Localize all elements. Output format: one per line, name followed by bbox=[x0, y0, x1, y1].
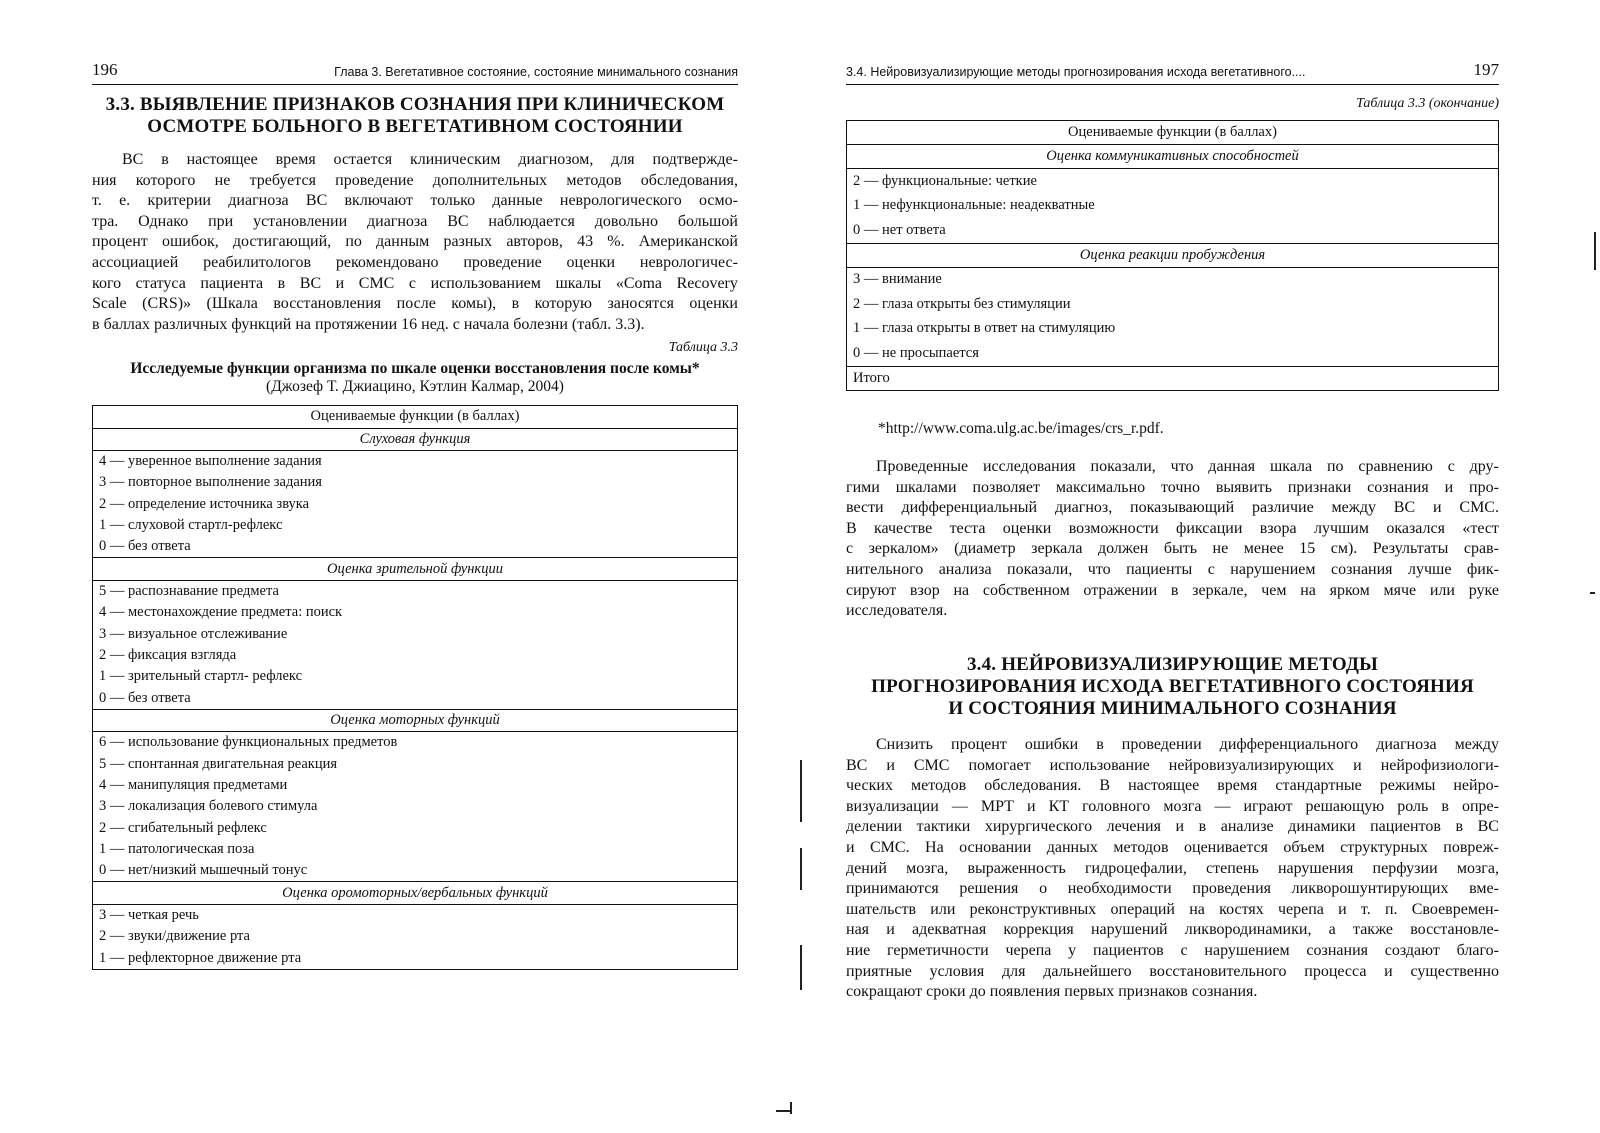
scan-artifact bbox=[1590, 592, 1595, 594]
crs-table bbox=[92, 405, 738, 970]
section-title-line: И СОСТОЯНИЯ МИНИМАЛЬНОГО СОЗНАНИЯ bbox=[948, 698, 1397, 719]
table-row bbox=[93, 775, 738, 796]
text-line: делении тактики хирургического лечения и в анализе динамики пациентов в ВС bbox=[846, 818, 1499, 836]
body-paragraph bbox=[846, 735, 1499, 1003]
table-cell: 3 — четкая речь bbox=[93, 904, 738, 926]
table-cell: 4 — уверенное выполнение задания bbox=[93, 451, 738, 473]
scan-artifact bbox=[776, 1110, 790, 1112]
table-row bbox=[93, 602, 738, 623]
table-cell: 4 — манипуляция предметами bbox=[93, 775, 738, 796]
text-line: вести дифференциальный диагноз, показывающий различие между ВС и СМС. bbox=[846, 499, 1499, 517]
table-group-row bbox=[847, 145, 1499, 169]
text-line: шательств или реконструктивных операций на костях черепа и т. п. Своевремен- bbox=[846, 900, 1499, 918]
table-total-cell: Итого bbox=[847, 366, 1499, 390]
table-cell: 1 — зрительный стартл- рефлекс bbox=[93, 666, 738, 687]
table-cell: 2 — глаза открыты без стимуляции bbox=[847, 292, 1499, 317]
table-row bbox=[93, 494, 738, 515]
table-row bbox=[847, 169, 1499, 194]
text-line: ние герметичности черепа у пациентов с нарушением сознания создают благо- bbox=[846, 941, 1499, 959]
table-row bbox=[93, 687, 738, 709]
page-197 bbox=[846, 0, 1499, 1133]
table-group-cell: Оценка зрительной функции bbox=[93, 558, 738, 581]
running-head bbox=[92, 58, 738, 85]
table-row bbox=[93, 796, 738, 817]
table-row bbox=[93, 732, 738, 754]
text-line: и СМС. На основании данных методов оценивается объем структурных повреж- bbox=[846, 838, 1499, 856]
table-row bbox=[93, 645, 738, 666]
text-line: ная и адекватная коррекция нарушений ликвородинамики, а также восстановле- bbox=[846, 921, 1499, 939]
section-title-3-3 bbox=[92, 94, 738, 138]
table-row bbox=[93, 860, 738, 882]
table-caption: Таблица 3.3 (окончание) bbox=[1356, 96, 1499, 111]
section-title-line: 3.3. ВЫЯВЛЕНИЕ ПРИЗНАКОВ СОЗНАНИЯ ПРИ КЛИНИЧЕСКОМ bbox=[105, 94, 725, 115]
table-cell: 6 — использование функциональных предметов bbox=[93, 732, 738, 754]
body-paragraph bbox=[846, 457, 1499, 622]
table-row bbox=[93, 754, 738, 775]
table-row bbox=[93, 536, 738, 558]
table-group-row bbox=[93, 558, 738, 581]
text-line: исследователя. bbox=[846, 602, 948, 620]
table-cell: 3 — внимание bbox=[847, 267, 1499, 292]
section-title-line: ПРОГНОЗИРОВАНИЯ ИСХОДА ВЕГЕТАТИВНОГО СОСТОЯНИЯ bbox=[871, 676, 1474, 697]
text-line: нительного анализа показали, что пациенты с нарушением сознания лучше фик- bbox=[846, 560, 1499, 578]
table-group-cell: Оценка оромоторных/вербальных функций bbox=[93, 882, 738, 905]
table-row bbox=[93, 666, 738, 687]
text-line: дений мозга, выраженность гидроцефалии, степень нарушения перфузии мозга, bbox=[846, 859, 1499, 877]
text-line: Scale (CRS)» (Шкала восстановления после комы), в которую заносятся оценки bbox=[92, 295, 738, 313]
scan-artifact bbox=[800, 848, 802, 890]
table-row bbox=[93, 515, 738, 536]
table-row bbox=[847, 292, 1499, 317]
text-line: ческих методов обследования. В настоящее время стандартные режимы нейро- bbox=[846, 777, 1499, 795]
table-total-row bbox=[847, 366, 1499, 390]
table-group-row bbox=[93, 709, 738, 732]
section-title-3-4 bbox=[846, 654, 1499, 720]
section-title-line: ОСМОТРЕ БОЛЬНОГО В ВЕГЕТАТИВНОМ СОСТОЯНИИ bbox=[147, 116, 683, 137]
table-group-cell: Оценка коммуникативных способностей bbox=[847, 145, 1499, 169]
table-row bbox=[93, 580, 738, 602]
text-line: визуализации — МРТ и КТ головного мозга — играют решающую роль в опре- bbox=[846, 797, 1499, 815]
text-line: ВС в настоящее время остается клиническим диагнозом, для подтвержде- bbox=[122, 151, 738, 168]
body-paragraph bbox=[92, 150, 738, 335]
running-head-title: 3.4. Нейровизуализирующие методы прогнозирования исхода вегетативного.... bbox=[846, 65, 1306, 79]
table-cell: 1 — рефлекторное движение рта bbox=[93, 947, 738, 969]
text-line: сокращают сроки до появления первых признаков сознания. bbox=[846, 983, 1258, 1001]
table-caption: Таблица 3.3 bbox=[668, 340, 738, 355]
table-cell: 3 — локализация болевого стимула bbox=[93, 796, 738, 817]
table-row bbox=[93, 817, 738, 838]
table-row bbox=[847, 267, 1499, 292]
scan-artifact bbox=[800, 760, 802, 822]
table-row bbox=[847, 218, 1499, 243]
text-line: т. е. критерии диагноза ВС включают только данные неврологического осмо- bbox=[92, 192, 738, 210]
table-row bbox=[847, 317, 1499, 342]
table-row bbox=[93, 451, 738, 473]
scan-artifact bbox=[1594, 232, 1596, 270]
table-header-cell: Оцениваемые функции (в баллах) bbox=[847, 121, 1499, 145]
table-header-row bbox=[847, 121, 1499, 145]
table-row bbox=[93, 472, 738, 493]
table-cell: 1 — слуховой стартл-рефлекс bbox=[93, 515, 738, 536]
running-head bbox=[846, 58, 1499, 85]
table-group-cell: Оценка реакции пробуждения bbox=[847, 243, 1499, 267]
text-line: ВС и СМС помогает использование нейровизуализирующих и нейрофизиологи- bbox=[846, 756, 1499, 774]
table-cell: 2 — определение источника звука bbox=[93, 494, 738, 515]
table-cell: 5 — распознавание предмета bbox=[93, 580, 738, 602]
table-footnote: *http://www.coma.ulg.ac.be/images/crs_r.pdf. bbox=[878, 420, 1164, 437]
table-cell: 4 — местонахождение предмета: поиск bbox=[93, 602, 738, 623]
table-row bbox=[93, 947, 738, 969]
section-title-line: 3.4. НЕЙРОВИЗУАЛИЗИРУЮЩИЕ МЕТОДЫ bbox=[966, 654, 1379, 675]
table-row bbox=[93, 904, 738, 926]
table-cell: 0 — без ответа bbox=[93, 536, 738, 558]
table-row bbox=[847, 341, 1499, 366]
table-row bbox=[93, 624, 738, 645]
table-group-cell: Слуховая функция bbox=[93, 428, 738, 451]
scan-artifact bbox=[790, 1102, 792, 1114]
text-line: кого статуса пациента в ВС и СМС с использованием шкалы «Coma Recovery bbox=[92, 274, 738, 292]
text-line: Снизить процент ошибки в проведении дифференциального диагноза между bbox=[876, 736, 1499, 753]
text-line: гими шкалами позволяет максимально точно выявить признаки сознания и про- bbox=[846, 478, 1499, 496]
table-cell: 2 — фиксация взгляда bbox=[93, 645, 738, 666]
table-cell: 1 — патологическая поза bbox=[93, 839, 738, 860]
table-group-cell: Оценка моторных функций bbox=[93, 709, 738, 732]
table-row bbox=[93, 839, 738, 860]
text-line: принимаются решения о необходимости проведения ликворошунтирующих вме- bbox=[846, 880, 1499, 898]
text-line: ния которого не требуется проведение дополнительных методов обследования, bbox=[92, 171, 738, 189]
table-group-row bbox=[93, 428, 738, 451]
table-header-cell: Оцениваемые функции (в баллах) bbox=[93, 406, 738, 429]
table-cell: 0 — нет/низкий мышечный тонус bbox=[93, 860, 738, 882]
text-line: В качестве теста оценки возможности фиксации взора лучшим оказался «тест bbox=[846, 519, 1499, 537]
table-group-row bbox=[847, 243, 1499, 267]
table-title bbox=[92, 360, 738, 396]
text-line: сируют взор на собственном отражении в зеркале, чем на ярком мяче или руке bbox=[846, 581, 1499, 599]
scan-artifact bbox=[800, 945, 802, 990]
page-number: 197 bbox=[1473, 60, 1499, 79]
page-number: 196 bbox=[92, 60, 118, 79]
text-line: Проведенные исследования показали, что данная шкала по сравнению с дру- bbox=[876, 458, 1499, 475]
table-row bbox=[847, 194, 1499, 219]
table-cell: 2 — звуки/движение рта bbox=[93, 926, 738, 947]
table-cell: 2 — сгибательный рефлекс bbox=[93, 817, 738, 838]
table-cell: 1 — нефункциональные: неадекватные bbox=[847, 194, 1499, 219]
table-row bbox=[93, 926, 738, 947]
table-cell: 3 — визуальное отслеживание bbox=[93, 624, 738, 645]
table-subtitle: (Джозеф Т. Джиацино, Кэтлин Калмар, 2004) bbox=[266, 378, 564, 395]
page-196 bbox=[92, 0, 738, 1133]
text-line: ассоциацией реабилитологов рекомендовано проведение оценки неврологичес- bbox=[92, 253, 738, 271]
table-cell: 5 — спонтанная двигательная реакция bbox=[93, 754, 738, 775]
table-cell: 1 — глаза открыты в ответ на стимуляцию bbox=[847, 317, 1499, 342]
table-group-row bbox=[93, 882, 738, 905]
table-title-text: Исследуемые функции организма по шкале оценки восстановления после комы* bbox=[130, 360, 700, 377]
text-line: с зеркалом» (диаметр зеркала должен быть не менее 15 см). Результаты срав- bbox=[846, 540, 1499, 558]
table-cell: 3 — повторное выполнение задания bbox=[93, 472, 738, 493]
table-header-row bbox=[93, 406, 738, 429]
crs-table-continued bbox=[846, 120, 1499, 391]
text-line: процент ошибок, достигающий, по данным разных авторов, 43 %. Американской bbox=[92, 233, 738, 251]
running-head-title: Глава 3. Вегетативное состояние, состояние минимального сознания bbox=[334, 65, 738, 79]
table-cell: 0 — без ответа bbox=[93, 687, 738, 709]
text-line: тра. Однако при установлении диагноза ВС наблюдается довольно большой bbox=[92, 212, 738, 230]
table-cell: 0 — не просыпается bbox=[847, 341, 1499, 366]
table-cell: 0 — нет ответа bbox=[847, 218, 1499, 243]
text-line: в баллах различных функций на протяжении 16 нед. с начала болезни (табл. 3.3). bbox=[92, 315, 645, 333]
table-cell: 2 — функциональные: четкие bbox=[847, 169, 1499, 194]
text-line: приятные условия для дальнейшего восстановительного процесса и существенно bbox=[846, 962, 1499, 980]
